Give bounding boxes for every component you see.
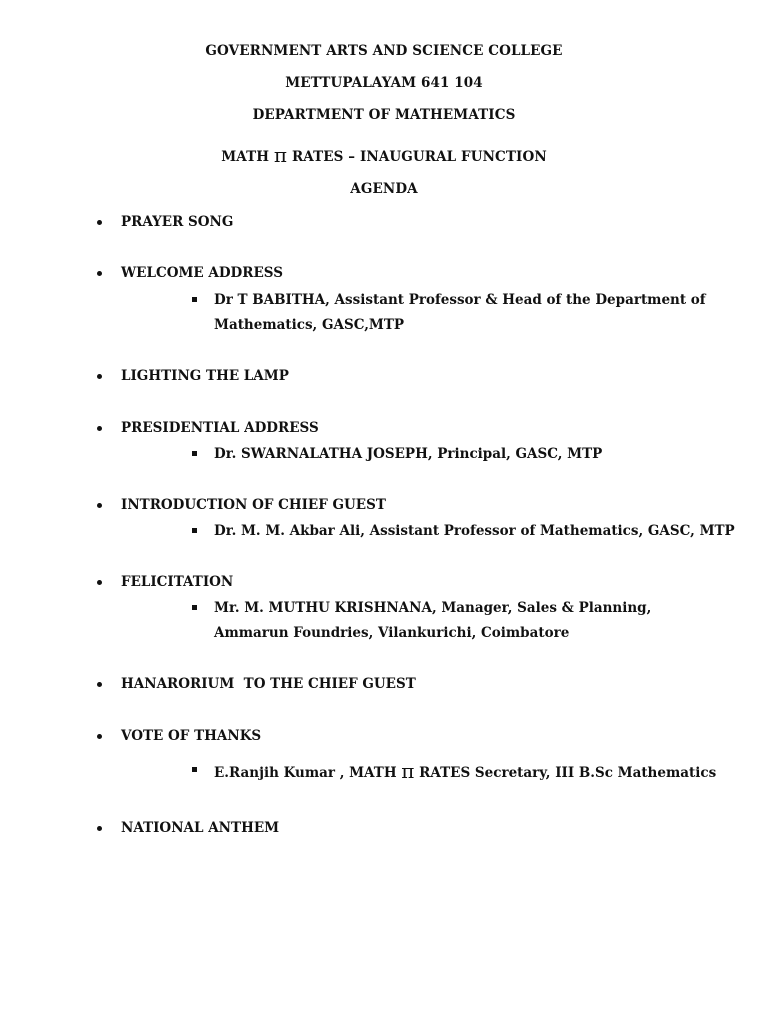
bullet-square — [192, 528, 197, 533]
subitem-line: Mathematics, GASC,MTP — [214, 317, 405, 333]
agenda-item-label: VOTE OF THANKS — [121, 728, 262, 744]
subitem-line: Ammarun Foundries, Vilankurichi, Coimbatore — [214, 625, 570, 641]
subitem-line — [214, 759, 716, 783]
bullet-dot — [97, 503, 102, 508]
bullet-square — [192, 605, 197, 610]
agenda-item-label: NATIONAL ANTHEM — [121, 820, 280, 836]
event-title-suffix: RATES – INAUGURAL FUNCTION — [287, 149, 547, 165]
agenda-item-label: PRESIDENTIAL ADDRESS — [121, 420, 319, 436]
agenda-item-label: FELICITATION — [121, 574, 234, 590]
college-location: METTUPALAYAM 641 104 — [285, 75, 483, 91]
secretary-suffix: RATES Secretary, III B.Sc Mathematics — [414, 765, 717, 781]
bullet-square — [192, 297, 197, 302]
department-name: DEPARTMENT OF MATHEMATICS — [252, 107, 516, 123]
bullet-square — [192, 451, 197, 456]
bullet-dot — [97, 426, 102, 431]
subitem-line: Dr T BABITHA, Assistant Professor & Head of the Department of — [214, 292, 706, 308]
bullet-dot — [97, 374, 102, 379]
pi-symbol: π — [273, 143, 288, 167]
subitem-line: Mr. M. MUTHU KRISHNANA, Manager, Sales & Planning, — [214, 600, 652, 616]
event-title-prefix: MATH — [221, 149, 274, 165]
agenda-heading: AGENDA — [350, 181, 418, 197]
bullet-dot — [97, 271, 102, 276]
agenda-item-label: INTRODUCTION OF CHIEF GUEST — [121, 497, 386, 513]
pi-symbol: π — [401, 759, 415, 783]
bullet-dot — [97, 734, 102, 739]
bullet-dot — [97, 826, 102, 831]
agenda-item-label: LIGHTING THE LAMP — [121, 368, 289, 384]
bullet-dot — [97, 682, 102, 687]
agenda-item-label: PRAYER SONG — [121, 214, 234, 230]
college-name: GOVERNMENT ARTS AND SCIENCE COLLEGE — [205, 43, 563, 59]
event-title — [0, 143, 768, 167]
bullet-dot — [97, 220, 102, 225]
secretary-prefix: E.Ranjih Kumar , MATH — [214, 765, 402, 781]
bullet-dot — [97, 580, 102, 585]
subitem-line: Dr. M. M. Akbar Ali, Assistant Professor of Mathematics, GASC, MTP — [214, 523, 735, 539]
agenda-item-label: WELCOME ADDRESS — [121, 265, 283, 281]
bullet-square — [192, 767, 197, 772]
subitem-line: Dr. SWARNALATHA JOSEPH, Principal, GASC, MTP — [214, 446, 603, 462]
agenda-item-label: HANARORIUM TO THE CHIEF GUEST — [121, 676, 416, 692]
